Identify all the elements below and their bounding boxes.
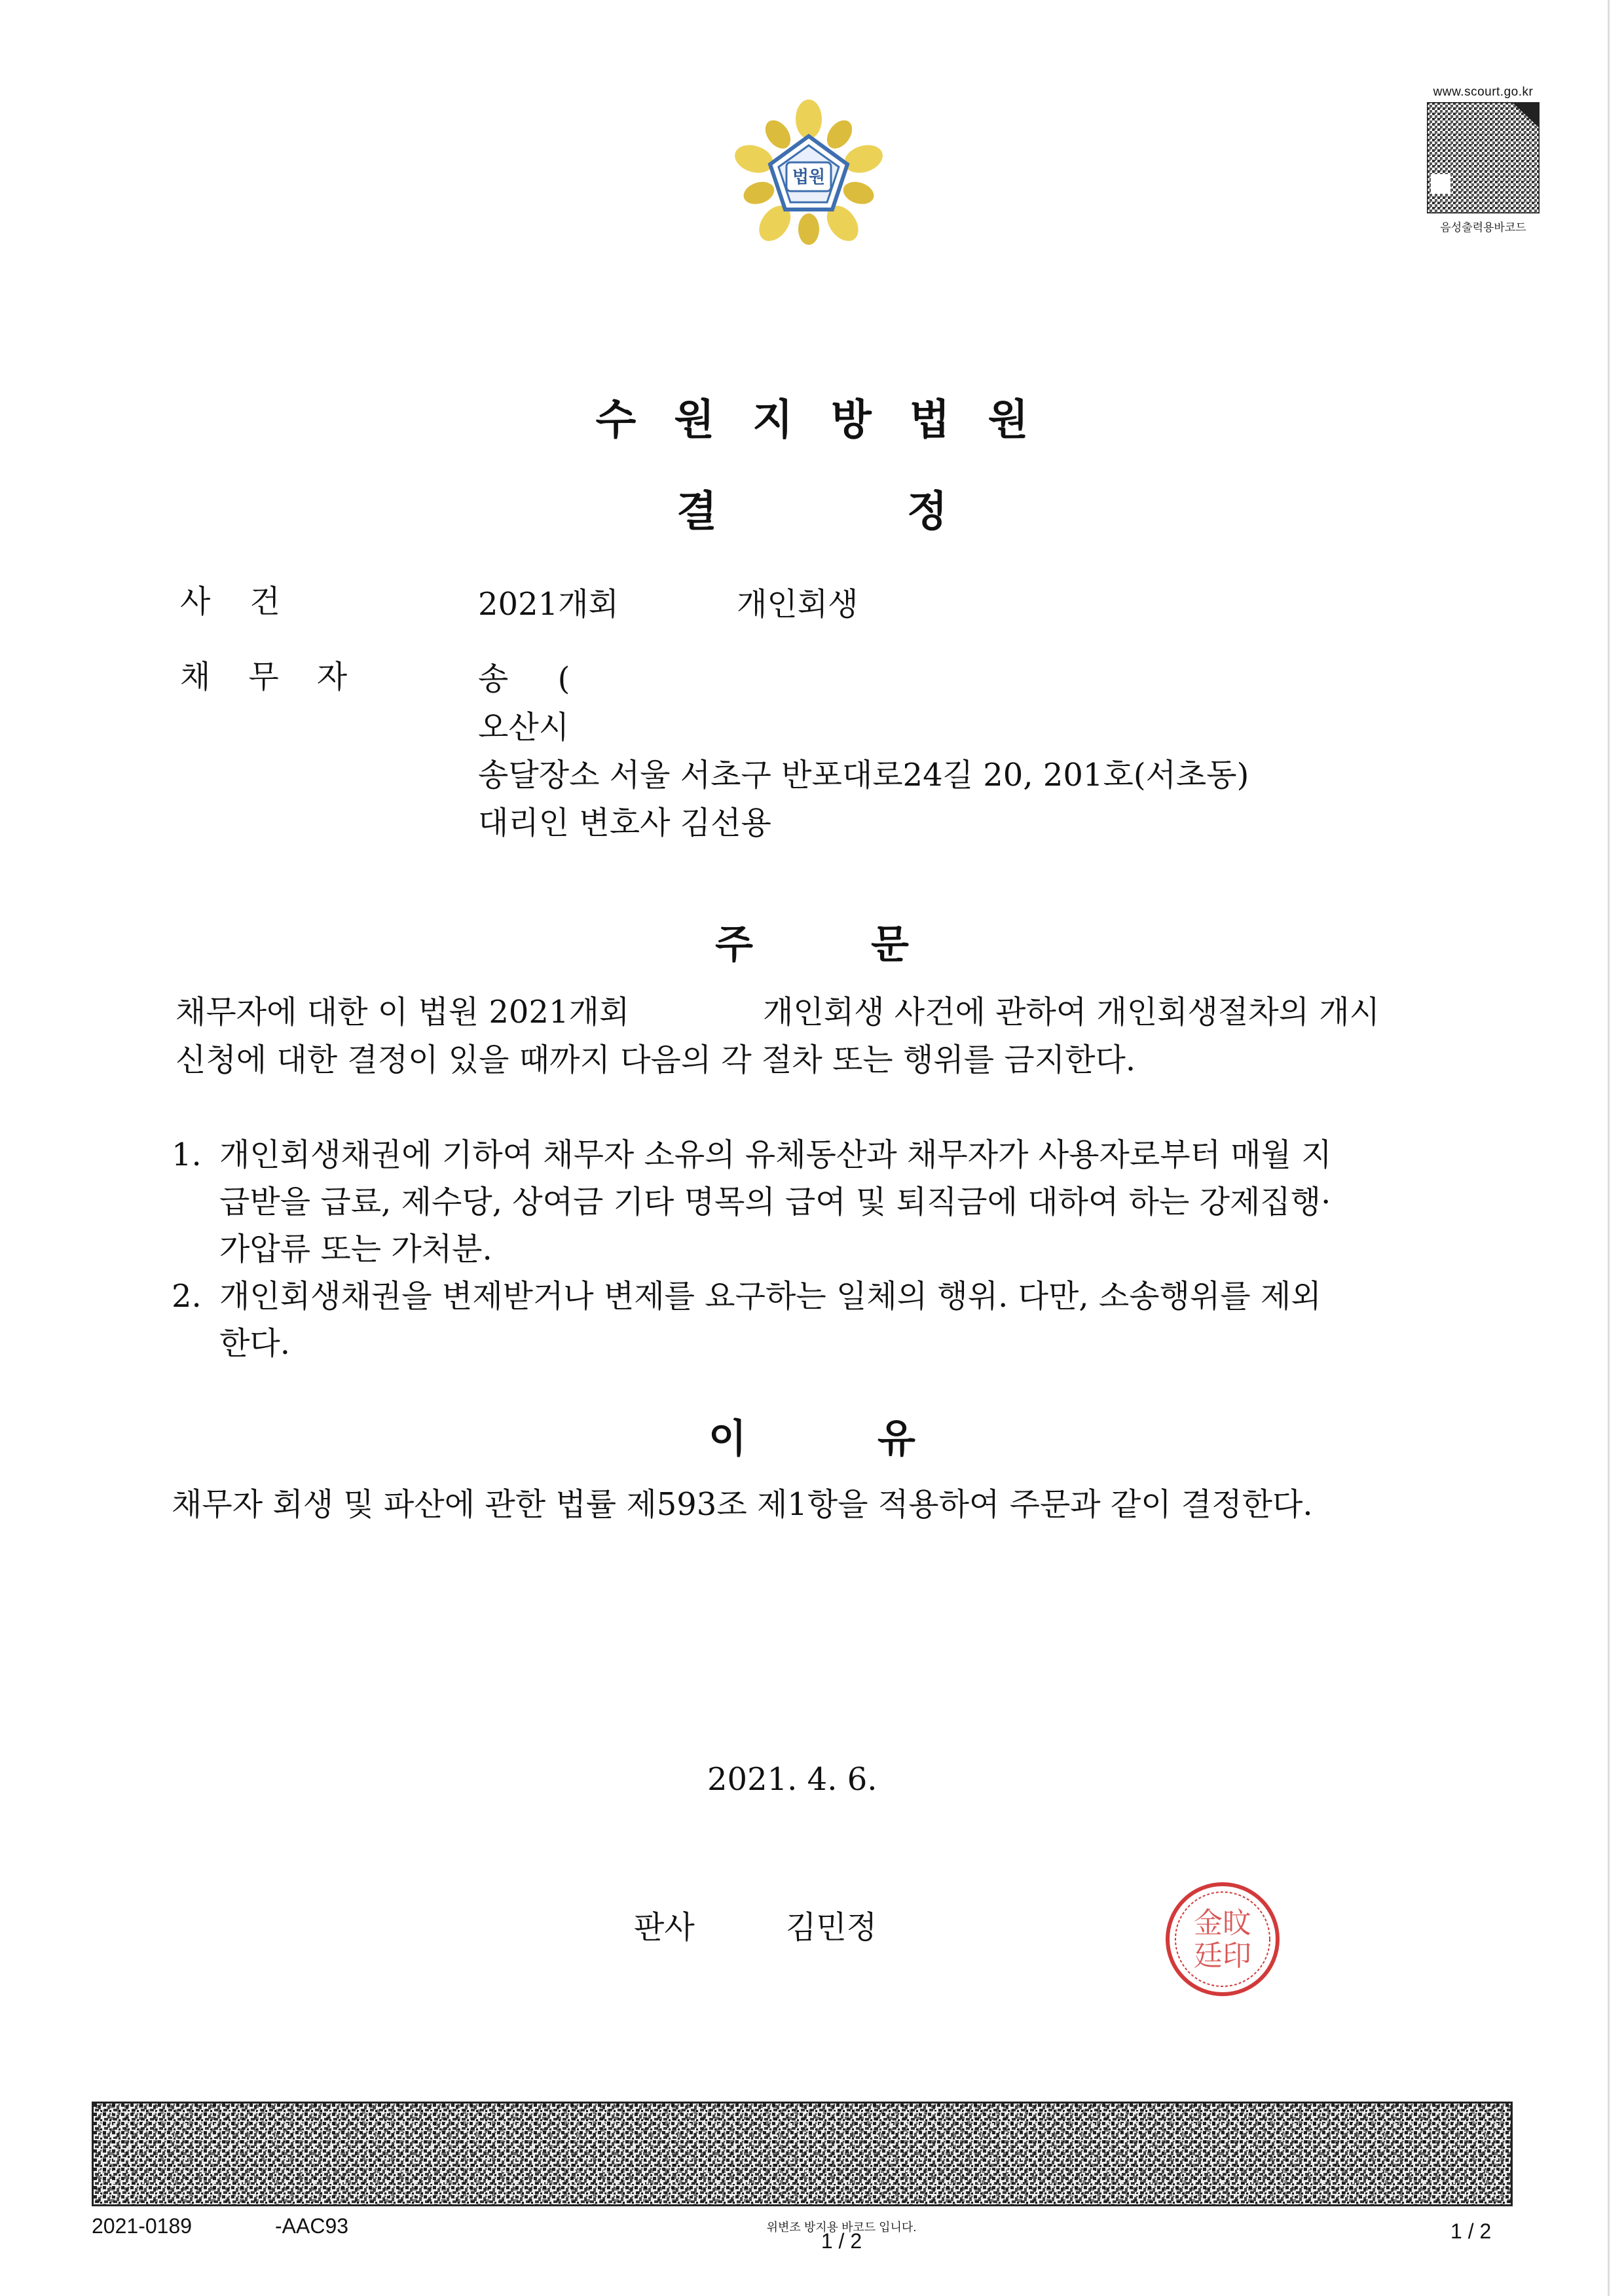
debtor-label: 채무자 bbox=[180, 659, 386, 695]
order-item-number: 1. bbox=[172, 1137, 202, 1173]
order-item-line: 급받을 급료, 제수당, 상여금 기타 명목의 급여 및 퇴직금에 대하여 하는 강제집행· bbox=[219, 1184, 1331, 1220]
debtor-agent: 대리인 변호사 김선용 bbox=[478, 805, 771, 841]
voice-barcode-block bbox=[1424, 85, 1542, 234]
anti-forgery-barcode bbox=[92, 2102, 1513, 2206]
qr-caption: 음성출력용바코드 bbox=[1440, 221, 1526, 234]
order-intro-part1: 채무자에 대한 이 법원 2021개회 bbox=[175, 994, 630, 1030]
document-title: 결정 bbox=[676, 487, 1137, 536]
footer-barcode-notice: 위변조 방지용 바코드 입니다. bbox=[766, 2221, 917, 2234]
court-name: 수원지방법원 bbox=[595, 395, 1067, 445]
qr-url: www.scourt.go.kr bbox=[1433, 85, 1534, 99]
judge-seal-icon bbox=[1162, 1879, 1283, 2000]
order-item-line: 개인회생채권에 기하여 채무자 소유의 유체동산과 채무자가 사용자로부터 매월 지 bbox=[219, 1137, 1332, 1173]
debtor-address: 오산시 bbox=[478, 709, 570, 746]
order-item-number: 2. bbox=[172, 1278, 202, 1315]
case-label: 사건 bbox=[180, 583, 320, 620]
svg-text:廷印: 廷印 bbox=[1194, 1939, 1251, 1973]
footer-page-center: 1 / 2 bbox=[821, 2229, 862, 2253]
security-pattern-icon bbox=[94, 2104, 1513, 2206]
case-number: 2021개회 bbox=[478, 586, 619, 623]
footer-document-code: 2021-0189 bbox=[92, 2214, 193, 2238]
footer-page-number: 1 / 2 bbox=[1450, 2219, 1492, 2243]
judge-name: 김민정 bbox=[786, 1909, 877, 1946]
footer-verification-code: -AAC93 bbox=[275, 2214, 349, 2238]
order-intro-line2: 신청에 대한 결정이 있을 때까지 다음의 각 절차 또는 행위를 금지한다. bbox=[175, 1042, 1136, 1078]
qr-code-icon bbox=[1427, 102, 1540, 213]
case-name: 개인회생 bbox=[737, 586, 858, 623]
order-item-line: 가압류 또는 가처분. bbox=[219, 1231, 492, 1267]
decision-date: 2021. 4. 6. bbox=[707, 1761, 877, 1798]
scan-edge-line bbox=[1608, 0, 1610, 2296]
debtor-name: 송 ( bbox=[478, 661, 570, 697]
order-item-line: 한다. bbox=[219, 1325, 290, 1362]
judge-title: 판사 bbox=[634, 1909, 695, 1946]
reason-text: 채무자 회생 및 파산에 관한 법률 제593조 제1항을 적용하여 주문과 같이 결정한다. bbox=[172, 1486, 1313, 1523]
svg-text:金旼: 金旼 bbox=[1194, 1906, 1251, 1940]
order-heading: 주문 bbox=[715, 922, 1027, 968]
order-item-line: 개인회생채권을 변제받거나 변제를 요구하는 일체의 행위. 다만, 소송행위를 제외 bbox=[219, 1278, 1321, 1315]
delivery-address: 송달장소 서울 서초구 반포대로24길 20, 201호(서초동) bbox=[478, 757, 1249, 793]
emblem-label: 법원 bbox=[792, 168, 826, 187]
reason-heading: 이유 bbox=[709, 1416, 1046, 1462]
order-intro-part2: 개인회생 사건에 관하여 개인회생절차의 개시 bbox=[763, 994, 1380, 1030]
